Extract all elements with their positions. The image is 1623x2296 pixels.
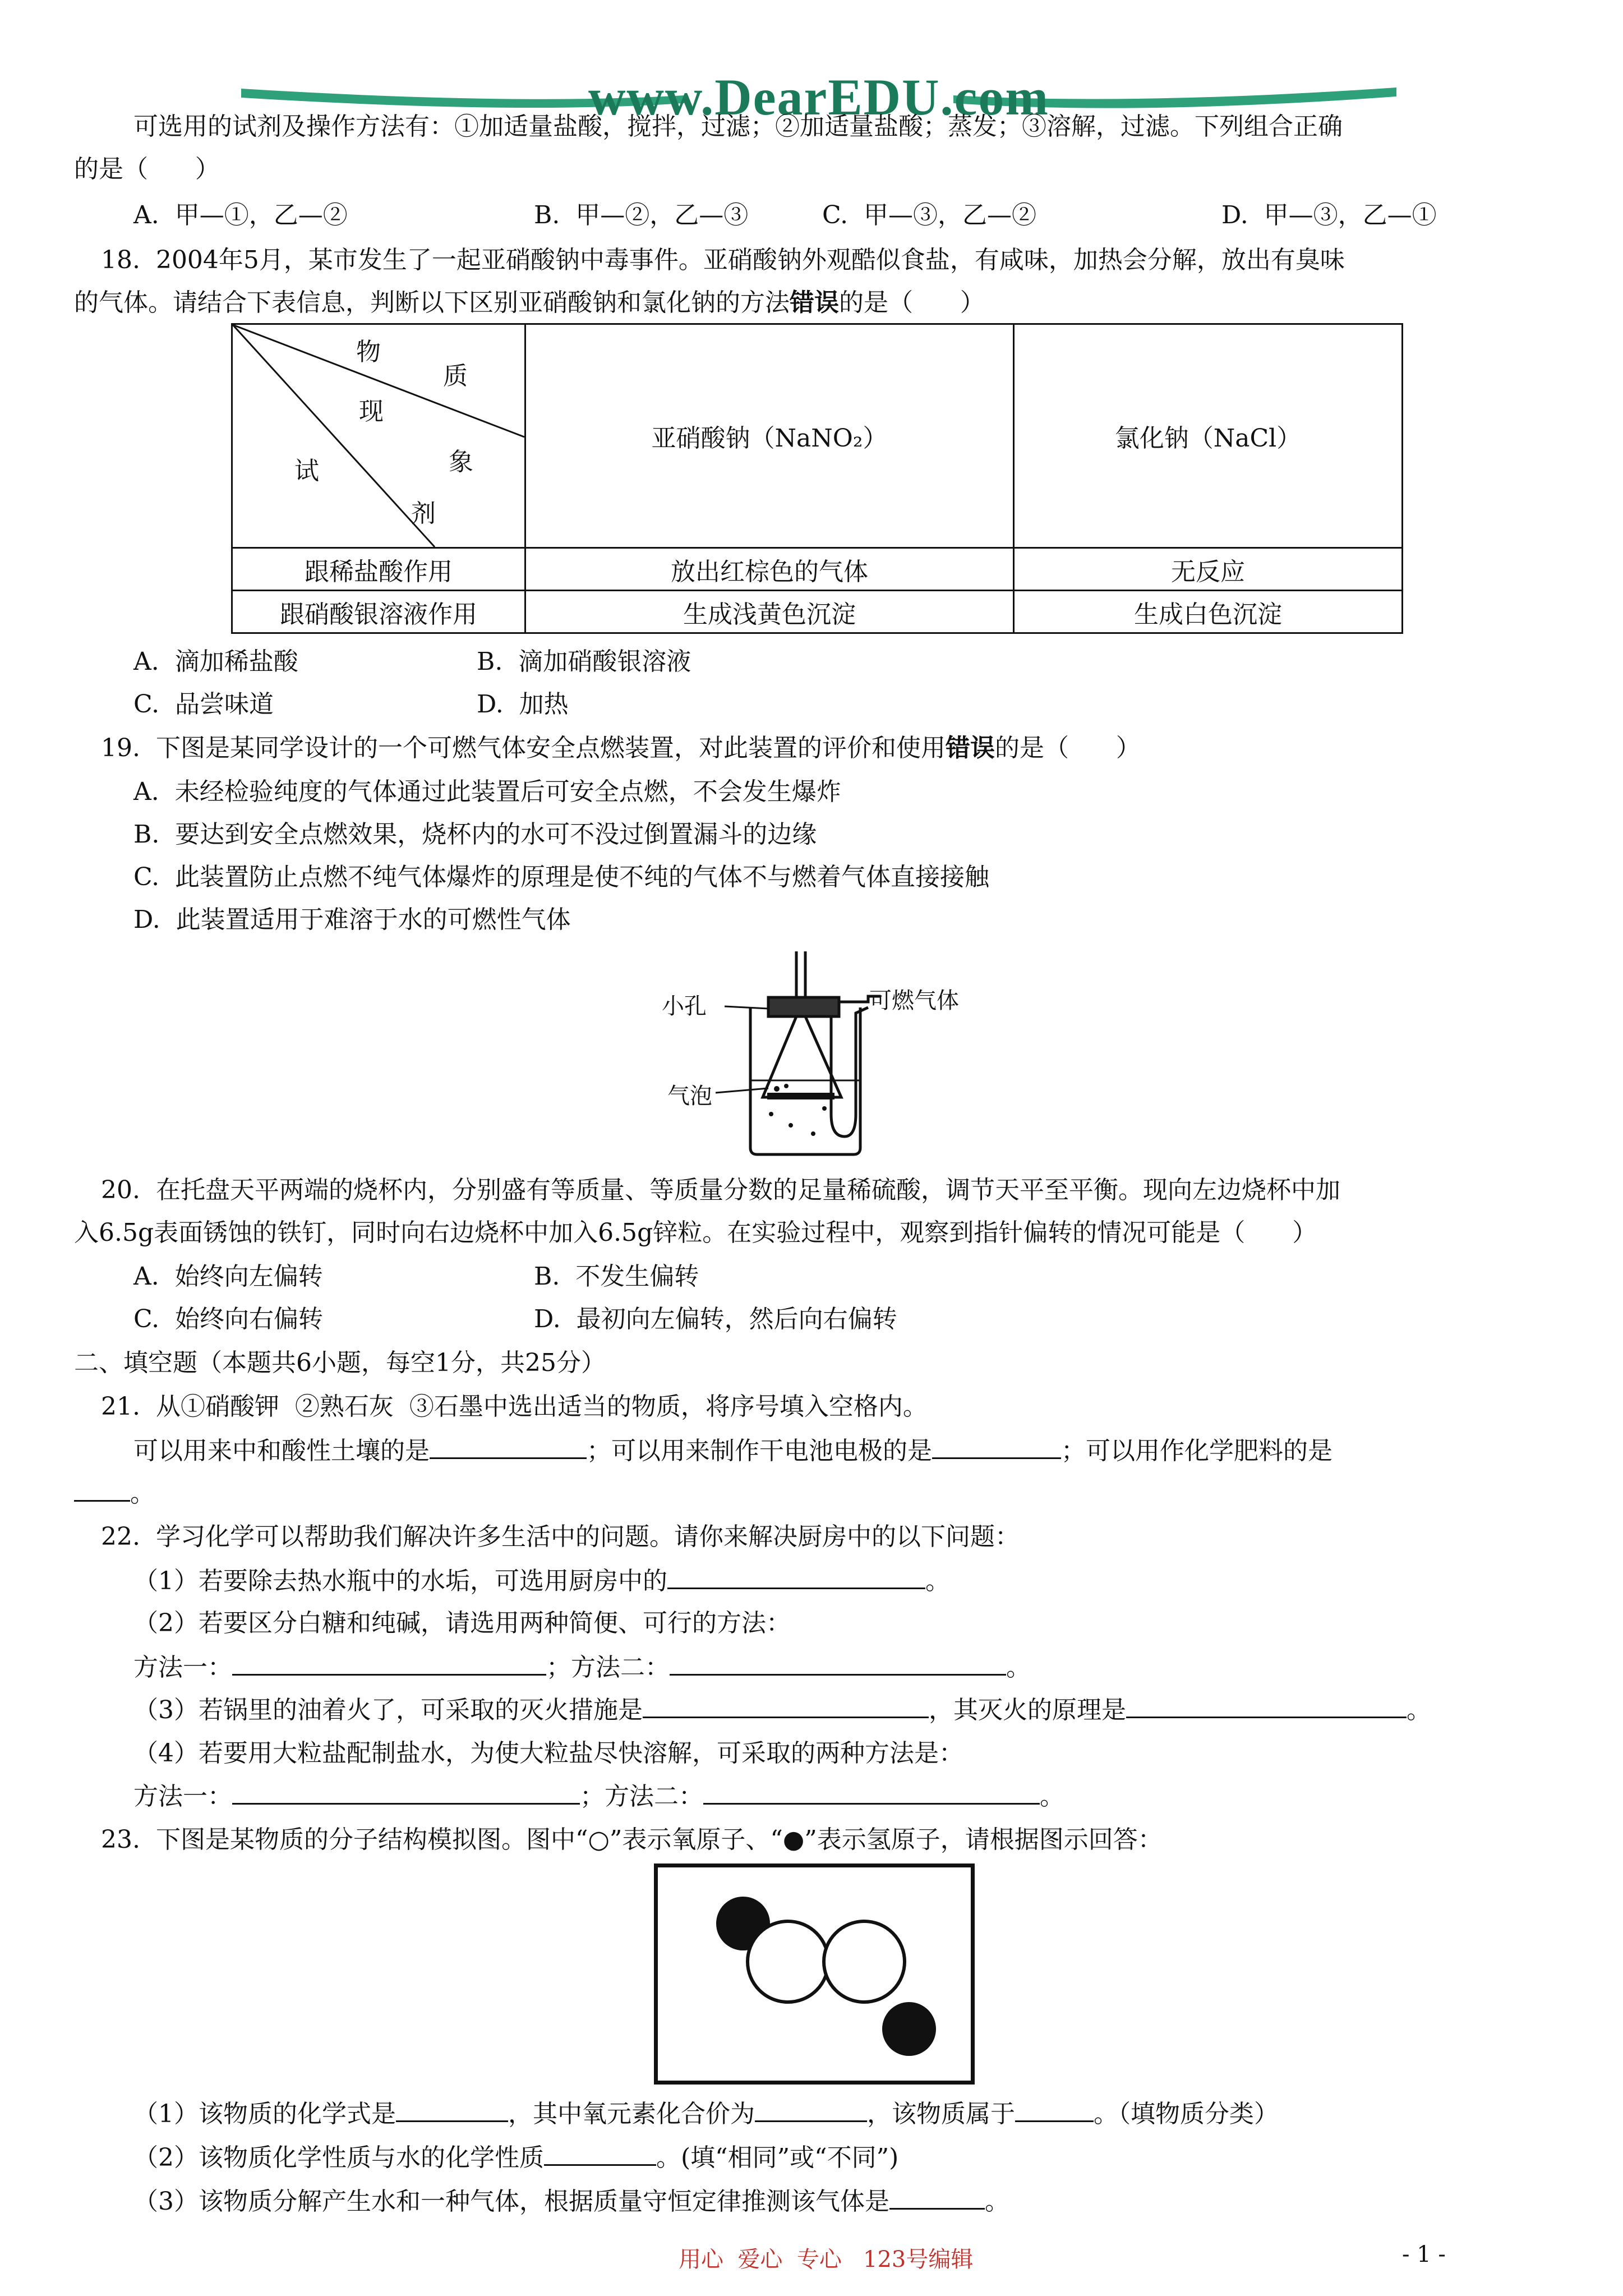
label-bubble: 气泡 [667,1083,712,1109]
answer-blank[interactable] [932,1435,1061,1459]
q18-option-d: D. 加热 [477,690,569,719]
answer-blank[interactable] [1126,1694,1407,1718]
q19-option-d: D. 此装置适用于难溶于水的可燃性气体 [133,905,571,934]
answer-blank[interactable] [1015,2098,1094,2122]
q17-line2: 的是（ ） [74,155,220,183]
answer-blank[interactable] [670,1651,1006,1676]
q20-option-a: A. 始终向左偏转 [133,1262,323,1291]
table-cell: 生成白色沉淀 [1014,591,1403,633]
table-col-header-nano2: 亚硝酸钠（NaNO₂） [525,324,1014,548]
answer-blank[interactable] [232,1651,546,1676]
q20-line2: 入6.5g表面锈蚀的铁钉，同时向右边烧杯中加入6.5g锌粒。在实验过程中，观察到指针偏转的情况可能是（ ） [74,1218,1317,1247]
q21-line2: 可以用来中和酸性土壤的是 ；可以用来制作干电池电极的是 ；可以用作化学肥料的是 [133,1435,1332,1467]
q17-line1: 可选用的试剂及操作方法有：①加适量盐酸，搅拌，过滤；②加适量盐酸；蒸发；③溶解，过滤。下列组合正确 [133,112,1343,141]
q17-option-d: D. 甲—③，乙—① [1221,201,1437,229]
q19-option-b: B. 要达到安全点燃效果，烧杯内的水可不没过倒置漏斗的边缘 [133,820,817,849]
footer-text: 用心 爱心 专心 123号编辑 [679,2247,974,2272]
q18-option-c: C. 品尝味道 [133,690,274,719]
q23-line1: 23. 下图是某物质的分子结构模拟图。图中“○”表示氧原子、“●”表示氢原子，请根据图示回答： [101,1825,1163,1854]
q18-line2: 的气体。请结合下表信息，判断以下区别亚硝酸钠和氯化钠的方法错误的是（ ） [74,288,985,317]
table-row [232,548,1403,591]
q23-part2: （2）该物质化学性质与水的化学性质 。(填“相同”或“不同”) [133,2142,898,2174]
apparatus-drawing-icon [662,946,987,1159]
table-cell: 放出红棕色的气体 [525,548,1014,591]
diag-label: 试 [294,457,319,485]
q19-option-a: A. 未经检验纯度的气体通过此装置后可安全点燃，不会发生爆炸 [133,777,841,806]
q17-option-b: B. 甲—②，乙—③ [534,201,749,229]
answer-blank[interactable] [74,1478,130,1502]
q23-part1: （1）该物质的化学式是 ，其中氧元素化合价为 ，该物质属于 。（填物质分类） [133,2098,1279,2130]
answer-blank[interactable] [643,1694,929,1718]
table-diagonal-header [232,324,525,548]
diag-label: 质 [443,362,468,390]
q21-line3: 。 [74,1478,155,1510]
molecule-model-figure [654,1864,975,2085]
q22-part1: （1）若要除去热水瓶中的水垢，可选用厨房中的 。 [133,1565,950,1597]
table-cell: 生成浅黄色沉淀 [525,591,1014,633]
q22-part2: （2）若要区分白糖和纯碱，请选用两种简便、可行的方法： [133,1609,791,1637]
q18-line1: 18. 2004年5月，某市发生了一起亚硝酸钠中毒事件。亚硝酸钠外观酷似食盐，有咸味，加热会分解，放出有臭味 [101,246,1345,274]
watermark-text: www.DearEDU.com [588,68,1050,126]
table-col-header-nacl: 氯化钠（NaCl） [1014,324,1403,548]
safety-ignition-apparatus-figure [662,946,987,1159]
q22-part3: （3）若锅里的油着火了，可采取的灭火措施是 ，其灭火的原理是 。 [133,1694,1431,1726]
q20-line1: 20. 在托盘天平两端的烧杯内，分别盛有等质量、等质量分数的足量稀硫酸，调节天平至平衡。现向左边烧杯中加 [101,1176,1340,1204]
answer-blank[interactable] [232,1780,580,1805]
label-small-hole: 小孔 [662,993,707,1019]
answer-blank[interactable] [544,2142,656,2166]
hydrogen-peroxide-molecule-icon [658,1867,971,2081]
q20-option-c: C. 始终向右偏转 [133,1305,324,1333]
answer-blank[interactable] [667,1565,925,1589]
q18-option-b: B. 滴加硝酸银溶液 [477,647,691,676]
q22-methods-b: 方法一： ；方法二： 。 [133,1780,1064,1812]
table-cell: 无反应 [1014,548,1403,591]
q19-option-c: C. 此装置防止点燃不纯气体爆炸的原理是使不纯的气体不与燃着气体直接接触 [133,863,990,891]
diag-label: 现 [359,397,384,426]
q18-option-a: A. 滴加稀盐酸 [133,647,298,676]
q21-line1: 21. 从①硝酸钾 ②熟石灰 ③石墨中选出适当的物质，将序号填入空格内。 [101,1392,928,1421]
diag-label: 象 [449,448,473,476]
q22-part4: （4）若要用大粒盐配制盐水，为使大粒盐尽快溶解，可采取的两种方法是： [133,1739,963,1768]
answer-blank[interactable] [396,2098,508,2122]
answer-blank[interactable] [703,1780,1040,1805]
q20-option-d: D. 最初向左偏转，然后向右偏转 [534,1305,897,1333]
q19-line1: 19. 下图是某同学设计的一个可燃气体安全点燃装置，对此装置的评价和使用错误的是（ ） [101,734,1141,762]
answer-blank[interactable] [430,1435,587,1459]
comparison-table [231,323,1403,634]
answer-blank[interactable] [889,2185,985,2210]
table-cell: 跟稀盐酸作用 [232,548,525,591]
label-combustible-gas: 可燃气体 [869,988,959,1014]
q17-option-a: A. 甲—①，乙—② [133,201,348,229]
q23-part3: （3）该物质分解产生水和一种气体，根据质量守恒定律推测该气体是 。 [133,2185,1009,2217]
q17-option-c: C. 甲—③，乙—② [822,201,1037,229]
section-title: 二、填空题（本题共6小题，每空1分，共25分） [74,1349,606,1377]
diag-label: 剂 [411,499,436,528]
answer-blank[interactable] [755,2098,867,2122]
diag-label: 物 [356,338,381,366]
table-cell: 跟硝酸银溶液作用 [232,591,525,633]
table-row [232,591,1403,633]
q22-methods-a: 方法一： ；方法二： 。 [133,1651,1031,1683]
q20-option-b: B. 不发生偏转 [534,1262,699,1291]
page-number: - 1 - [1402,2242,1446,2267]
q22-line1: 22. 学习化学可以帮助我们解决许多生活中的问题。请你来解决厨房中的以下问题： [101,1522,1020,1551]
